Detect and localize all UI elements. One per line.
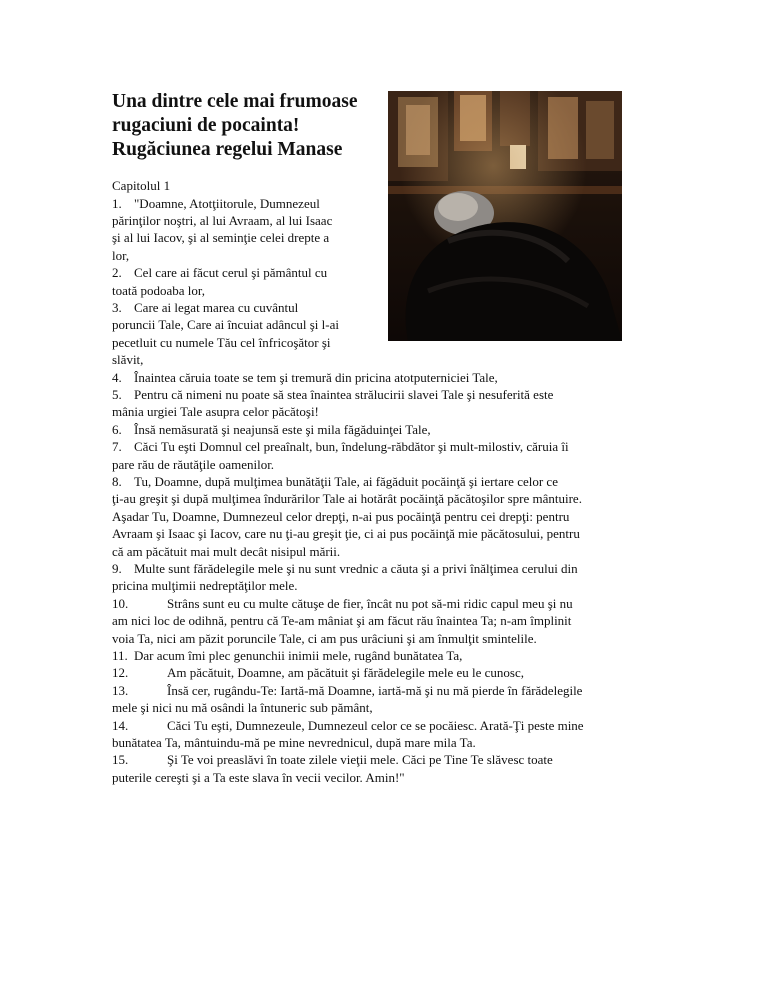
verse-text: Însă nemăsurată şi neajunsă este şi mila făgăduinţei Tale, (134, 421, 431, 437)
verse-number: 12. (112, 665, 129, 681)
verse-number: 6. (112, 421, 122, 437)
verse-text: Aşadar Tu, Doamne, Dumnezeul celor drepţi, n-ai pus pocăinţă pentru cei drepţi: pentru (112, 508, 570, 524)
verse-line (112, 247, 129, 264)
verse-text: Şi Te voi preaslăvi în toate zilele vieţii mele. Căci pe Tine Te slăvesc toate (167, 752, 553, 768)
verse-line (112, 717, 584, 734)
page-title (112, 90, 382, 162)
verse-text: Cel care ai făcut cerul şi pământul cu (134, 265, 328, 281)
verse-text: Dar acum îmi plec genunchii inimii mele, rugând bunătatea Ta, (134, 647, 463, 663)
verse-line (112, 473, 558, 490)
verse-line (112, 421, 431, 438)
verse-text: şi al lui Iacov, şi al seminţie celei drepte a (112, 230, 330, 246)
verse-line (112, 577, 298, 594)
verse-line (112, 351, 143, 368)
verse-text: poruncii Tale, Care ai încuiat adâncul şi l-ai (112, 317, 339, 333)
verse-number: 8. (112, 473, 122, 489)
verse-number: 3. (112, 299, 122, 315)
verse-text: voia Ta, nici am păzit poruncile Tale, ci am pus urâciuni şi am înmulţit smintelile. (112, 630, 537, 646)
verse-line (112, 647, 462, 664)
verse-text: Pentru că nimeni nu poate să stea înaintea strălucirii slavei Tale şi nesuferită este (134, 386, 554, 402)
verse-line (112, 699, 373, 716)
verse-text: mânia urgiei Tale asupra celor păcătoşi! (112, 404, 319, 420)
verse-line (112, 334, 331, 351)
verse-number: 15. (112, 752, 129, 768)
verse-number: 9. (112, 560, 122, 576)
verse-text: toată podoaba lor, (112, 282, 205, 298)
verse-text: Am păcătuit, Doamne, am păcătuit şi fărădelegile mele eu le cunosc, (167, 665, 524, 681)
verse-number: 1. (112, 195, 122, 211)
verse-line (112, 525, 580, 542)
verse-text: lor, (112, 247, 130, 263)
verse-line (112, 508, 569, 525)
verse-text: Căci Tu eşti, Dumnezeule, Dumnezeul celor ce se pocăiesc. Arată-Ţi peste mine (167, 717, 584, 733)
verse-line (112, 386, 553, 403)
verse-text: slăvit, (112, 352, 144, 368)
verse-text: ţi-au greşit şi după mulţimea îndurărilor Tale ai hotărât pocăinţă păcătoşilor spre mântuire. (112, 491, 582, 507)
verse-text: bunătatea Ta, mântuindu-mă pe mine nevrednicul, după mare mila Ta. (112, 734, 476, 750)
verse-line (112, 282, 205, 299)
verse-text: Însă cer, rugându-Te: Iartă-mă Doamne, iartă-mă şi nu mă pierde în fărădelegile (167, 682, 583, 698)
verse-line (112, 560, 578, 577)
verse-line (112, 664, 524, 681)
verse-text: Căci Tu eşti Domnul cel preaînalt, bun, îndelung-răbdător şi mult-milostiv, căruia îi (134, 439, 569, 455)
verse-line (112, 682, 582, 699)
verse-text: Care ai legat marea cu cuvântul (134, 299, 299, 315)
verse-text: puterile cereşti şi a Ta este slava în vecii vecilor. Amin!" (112, 769, 405, 785)
verse-line (112, 490, 582, 507)
verse-line (112, 595, 573, 612)
verse-line (112, 734, 476, 751)
title-line-2: rugaciuni de pocainta! (112, 115, 300, 136)
verse-number: 5. (112, 386, 122, 402)
verse-text: "Doamne, Atotţiitorule, Dumnezeul (134, 195, 320, 211)
verse-number: 11. (112, 647, 128, 663)
verse-text: pricina mulţimii nedreptăţilor mele. (112, 578, 298, 594)
verse-line (112, 751, 553, 768)
verse-text: părinţilor noştri, al lui Avraam, al lui Isaac (112, 212, 333, 228)
verse-text: mele şi nici nu mă osândi la întuneric sub pământ, (112, 700, 373, 716)
chapter-heading: Capitolul 1 (112, 178, 171, 193)
verse-line (112, 769, 405, 786)
verse-number: 13. (112, 682, 129, 698)
verse-text: Multe sunt fărădelegile mele şi nu sunt vrednic a căuta şi a privi înălţimea cerului din (134, 560, 578, 576)
praying-monk-photo (388, 91, 622, 341)
verse-number: 7. (112, 439, 122, 455)
verse-line (112, 229, 329, 246)
verse-number: 2. (112, 265, 122, 281)
verse-line (112, 456, 274, 473)
verse-number: 14. (112, 717, 129, 733)
verse-line (112, 264, 327, 281)
verse-line (112, 438, 569, 455)
verse-text: pecetluit cu numele Tău cel înfricoşător şi (112, 334, 331, 350)
verse-text: Avraam şi Isaac şi Iacov, care nu ţi-au greşit ţie, ci ai pus pocăinţă mie păcătosului, pentru (112, 526, 580, 542)
verse-text: am nici loc de odihnă, pentru că Te-am mâniat şi am făcut rău înaintea Ta; n-am împlinit (112, 613, 572, 629)
title-line-3: Rugăciunea regelui Manase (112, 139, 343, 160)
title-line-1: Una dintre cele mai frumoase (112, 91, 358, 112)
verse-text: Înaintea căruia toate se tem şi tremură din pricina atotputerniciei Tale, (134, 369, 498, 385)
verse-line (112, 195, 320, 212)
verse-text: Strâns sunt eu cu multe cătuşe de fier, încât nu pot să-mi ridic capul meu şi nu (167, 595, 573, 611)
verse-text: Tu, Doamne, după mulţimea bunătăţii Tale, ai făgăduit pocăinţă şi iertare celor ce (134, 473, 558, 489)
verse-line (112, 316, 339, 333)
verse-number: 4. (112, 369, 122, 385)
verse-text: că am păcătuit mai mult decât nisipul mării. (112, 543, 341, 559)
verse-line (112, 369, 498, 386)
verse-line (112, 543, 340, 560)
verse-line (112, 630, 537, 647)
verse-text: pare rău de răutăţile oamenilor. (112, 456, 275, 472)
verse-line (112, 612, 571, 629)
verse-line (112, 212, 332, 229)
verse-number: 10. (112, 595, 129, 611)
verse-line (112, 299, 298, 316)
verse-line (112, 403, 319, 420)
